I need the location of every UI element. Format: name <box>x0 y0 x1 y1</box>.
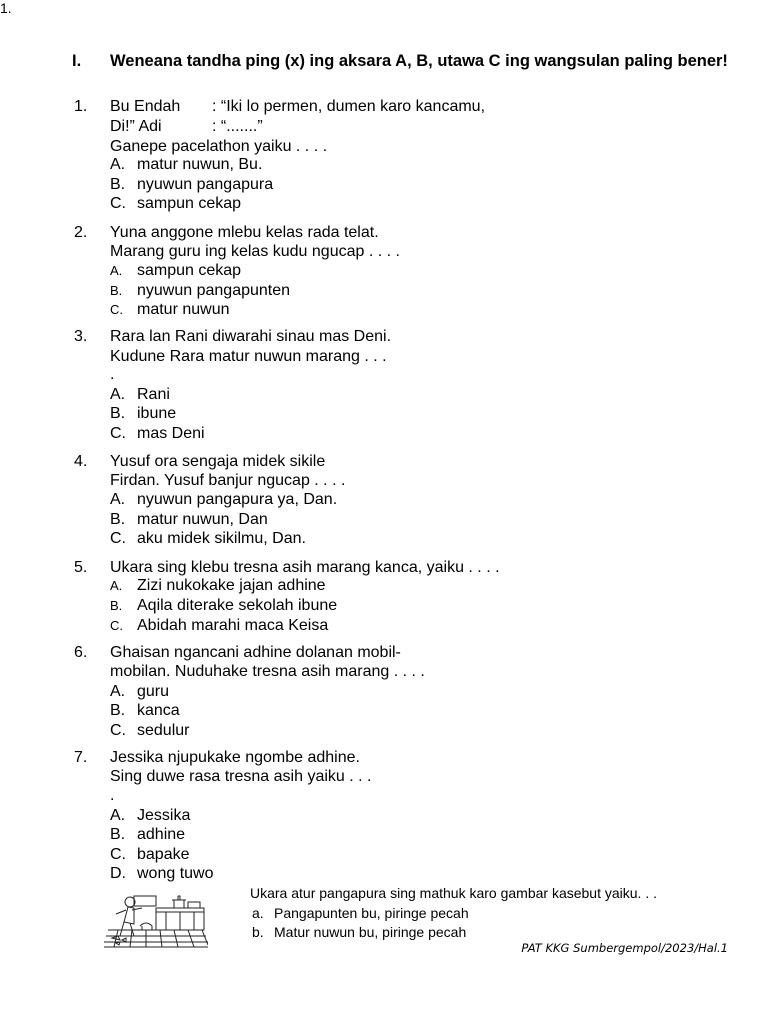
question-number: 2. <box>74 224 88 241</box>
option-b[interactable] <box>110 702 180 720</box>
option-text: Aqila diterake sekolah ibune <box>137 597 338 614</box>
option-text: Zizi nukokake jajan adhine <box>137 577 326 594</box>
option-text: wong tuwo <box>137 865 214 882</box>
option-text: aku midek sikilmu, Dan. <box>137 530 306 547</box>
question-stem: . <box>110 787 115 804</box>
question-stem: Jessika njupukake ngombe adhine. <box>110 749 360 766</box>
option-text: sedulur <box>137 722 190 739</box>
option-a[interactable] <box>110 491 337 509</box>
option-letter: C. <box>110 302 123 317</box>
option-letter: D. <box>110 865 126 882</box>
option-text: Rani <box>137 386 170 403</box>
option-text: adhine <box>137 826 186 843</box>
option-c[interactable] <box>110 195 241 213</box>
option-text: Matur nuwun bu, piringe pecah <box>274 924 467 940</box>
question-stem: Marang guru ing kelas kudu ngucap . . . . <box>110 243 400 260</box>
option-a[interactable] <box>110 386 170 404</box>
option-letter: C. <box>110 618 123 633</box>
dialogue-speaker-1: Bu Endah <box>110 98 181 115</box>
question-number: 3. <box>74 328 88 345</box>
option-text: nyuwun pangapura <box>137 176 274 193</box>
option-letter: A. <box>110 263 123 278</box>
option-letter: B. <box>110 283 123 298</box>
question-stem: . <box>110 366 115 383</box>
question-number: 4. <box>74 453 88 470</box>
option-b[interactable] <box>110 597 337 615</box>
option-letter: C. <box>110 530 126 547</box>
option-a[interactable] <box>252 905 469 921</box>
option-b[interactable] <box>110 282 290 300</box>
option-text: nyuwun pangapura ya, Dan. <box>137 491 338 508</box>
option-b[interactable] <box>110 511 268 529</box>
option-b[interactable] <box>110 826 185 844</box>
option-letter: b. <box>252 924 264 940</box>
question-8-stem: Ukara atur pangapura sing mathuk karo gambar kasebut yaiku. . . <box>250 885 657 901</box>
question-8-number: 1. <box>0 0 12 16</box>
dialogue-line-1: : “Iki lo permen, dumen karo kancamu, <box>212 98 486 115</box>
question-stem: mobilan. Nuduhake tresna asih marang . . . . <box>110 663 425 680</box>
option-text: sampun cekap <box>137 262 242 279</box>
option-a[interactable] <box>110 262 241 280</box>
option-letter: B. <box>110 598 123 613</box>
option-a[interactable] <box>110 156 262 174</box>
option-letter: A. <box>110 156 126 173</box>
option-b[interactable] <box>252 924 466 940</box>
option-text: matur nuwun, Dan <box>137 511 268 528</box>
option-a[interactable] <box>110 683 169 701</box>
question-stem: Yusuf ora sengaja midek sikile <box>110 453 326 470</box>
option-text: Pangapunten bu, piringe pecah <box>274 905 469 921</box>
option-c[interactable] <box>110 722 189 740</box>
option-a[interactable] <box>110 807 190 825</box>
question-number: 6. <box>74 644 88 661</box>
question-stem: Sing duwe rasa tresna asih yaiku . . . <box>110 768 372 785</box>
option-letter: B. <box>110 176 126 193</box>
question-number: 7. <box>74 749 88 766</box>
option-letter: a. <box>252 905 264 921</box>
option-text: kanca <box>137 702 180 719</box>
question-stem: Ghaisan ngancani adhine dolanan mobil- <box>110 644 401 661</box>
dialogue-line-2: : “.......” <box>212 118 263 135</box>
option-letter: A. <box>110 491 126 508</box>
option-letter: C. <box>110 722 126 739</box>
option-d[interactable] <box>110 865 214 883</box>
option-text: bapake <box>137 846 190 863</box>
option-letter: B. <box>110 702 126 719</box>
option-b[interactable] <box>110 405 176 423</box>
option-letter: A. <box>110 578 123 593</box>
question-stem: Yuna anggone mlebu kelas rada telat. <box>110 224 379 241</box>
option-letter: B. <box>110 511 126 528</box>
option-c[interactable] <box>110 301 230 319</box>
option-text: Abidah marahi maca Keisa <box>137 617 329 634</box>
option-letter: B. <box>110 405 126 422</box>
option-letter: A. <box>110 807 126 824</box>
option-text: nyuwun pangapunten <box>137 282 291 299</box>
option-letter: A. <box>110 386 126 403</box>
section-number: I. <box>72 52 82 70</box>
option-c[interactable] <box>110 617 328 635</box>
option-c[interactable] <box>110 530 306 548</box>
option-text: guru <box>137 683 170 700</box>
option-c[interactable] <box>110 846 190 864</box>
option-text: ibune <box>137 405 177 422</box>
option-text: Jessika <box>137 807 191 824</box>
question-stem: Kudune Rara matur nuwun marang . . . <box>110 348 387 365</box>
option-text: mas Deni <box>137 425 205 442</box>
option-text: matur nuwun, Bu. <box>137 156 263 173</box>
question-number: 5. <box>74 559 88 576</box>
question-number: 1. <box>74 98 88 115</box>
option-letter: C. <box>110 425 126 442</box>
option-text: sampun cekap <box>137 195 242 212</box>
section-instruction: Weneana tandha ping (x) ing aksara A, B, utawa C ing wangsulan paling bener! <box>110 52 728 70</box>
option-letter: C. <box>110 846 126 863</box>
question-stem: Firdan. Yusuf banjur ngucap . . . . <box>110 472 346 489</box>
question-stem: Ganepe pacelathon yaiku . . . . <box>110 138 328 155</box>
option-text: matur nuwun <box>137 301 230 318</box>
dialogue-speaker-2: Di!” Adi <box>110 118 162 135</box>
option-b[interactable] <box>110 176 273 194</box>
option-letter: C. <box>110 195 126 212</box>
option-a[interactable] <box>110 577 326 595</box>
question-stem: Ukara sing klebu tresna asih marang kanca, yaiku . . . . <box>110 559 500 576</box>
option-letter: B. <box>110 826 126 843</box>
kitchen-illustration <box>104 890 208 948</box>
question-stem: Rara lan Rani diwarahi sinau mas Deni. <box>110 328 392 345</box>
page-footer: PAT KKG Sumbergempol/2023/Hal.1 <box>521 941 728 955</box>
option-letter: A. <box>110 683 126 700</box>
option-c[interactable] <box>110 425 205 443</box>
